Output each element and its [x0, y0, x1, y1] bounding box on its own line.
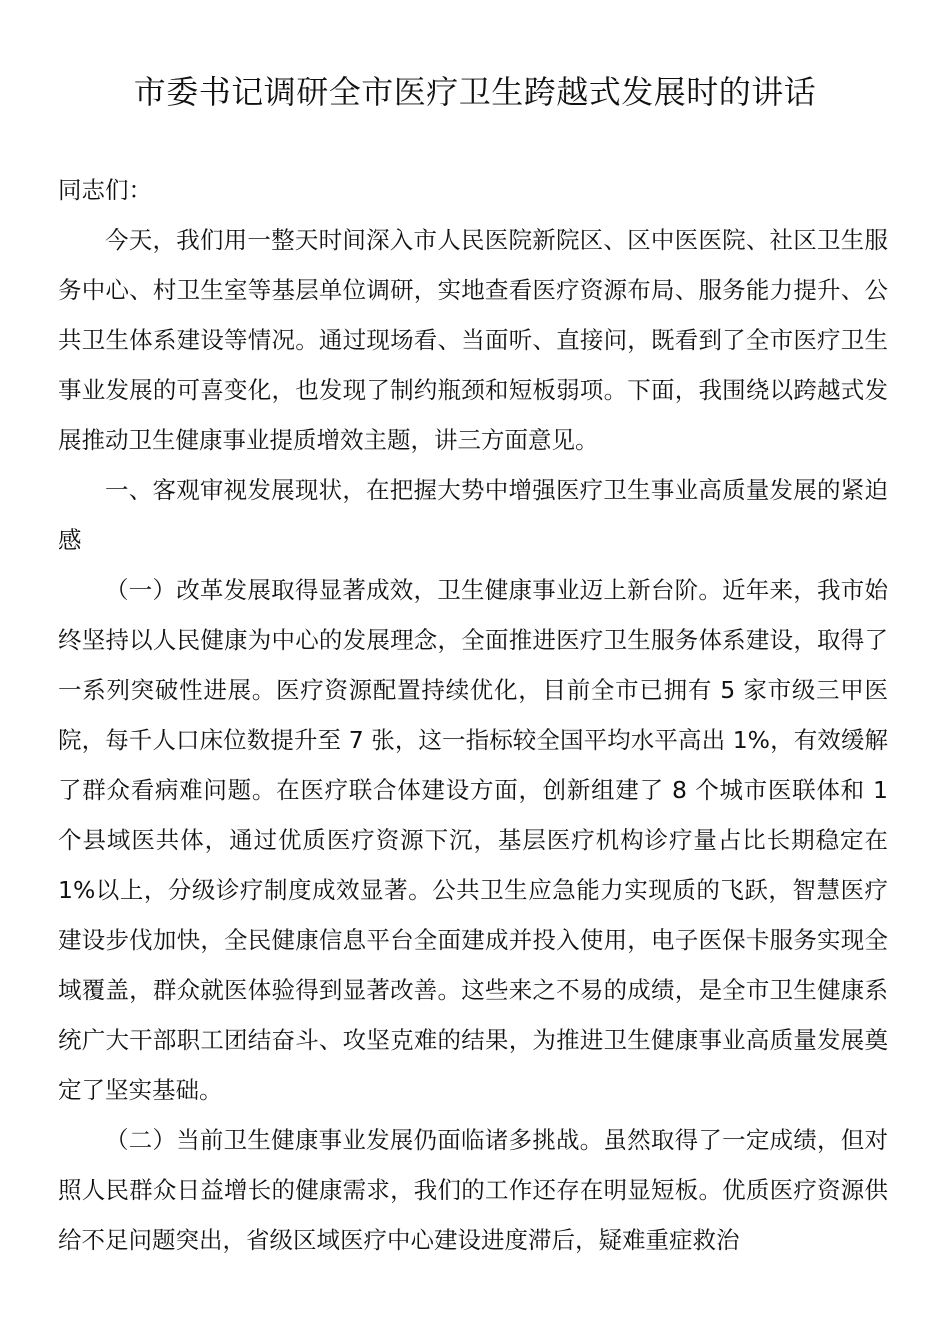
document-body — [58, 165, 888, 1265]
paragraph-intro: 今天，我们用一整天时间深入市人民医院新院区、区中医医院、社区卫生服务中心、村卫生室等基层单位调研，实地查看医疗资源布局、服务能力提升、公共卫生体系建设等情况。通过现场看、当面听、直接问，既看到了全市医疗卫生事业发展的可喜变化，也发现了制约瓶颈和短板弱项。下面，我围绕以跨越式发展推动卫生健康事业提质增效主题，讲三方面意见。 — [58, 226, 888, 454]
document-title: 市委书记调研全市医疗卫生跨越式发展时的讲话 — [133, 73, 817, 111]
paragraph-subsection-1: （一）改革发展取得显著成效，卫生健康事业迈上新台阶。近年来，我市始终坚持以人民健康为中心的发展理念，全面推进医疗卫生服务体系建设，取得了一系列突破性进展。医疗资源配置持续优化，目前全市已拥有 5 家市级三甲医院，每千人口床位数提升至 7 张，这一指标较全国平均水平高出 1%，有效缓解了群众看病难问题。在医疗联合体建设方面，创新组建了 8 个城市医联体和 1 个县域医共体，通过优质医疗资源下沉，基层医疗机构诊疗量占比长期稳定在 1%以上，分级诊疗制度成效显著。公共卫生应急能力实现质的飞跃，智慧医疗建设步伐加快，全民健康信息平台全面建成并投入使用，电子医保卡服务实现全域覆盖，群众就医体验得到显著改善。这些来之不易的成绩，是全市卫生健康系统广大干部职工团结奋斗、攻坚克难的结果，为推进卫生健康事业高质量发展奠定了坚实基础。 — [58, 576, 888, 1104]
salutation: 同志们： — [58, 176, 152, 204]
section-heading-1: 一、客观审视发展现状，在把握大势中增强医疗卫生事业高质量发展的紧迫感 — [58, 476, 888, 554]
paragraph-subsection-2: （二）当前卫生健康事业发展仍面临诸多挑战。虽然取得了一定成绩，但对照人民群众日益增长的健康需求，我们的工作还存在明显短板。优质医疗资源供给不足问题突出，省级区域医疗中心建设进度滞后，疑难重症救治 — [58, 1126, 888, 1254]
